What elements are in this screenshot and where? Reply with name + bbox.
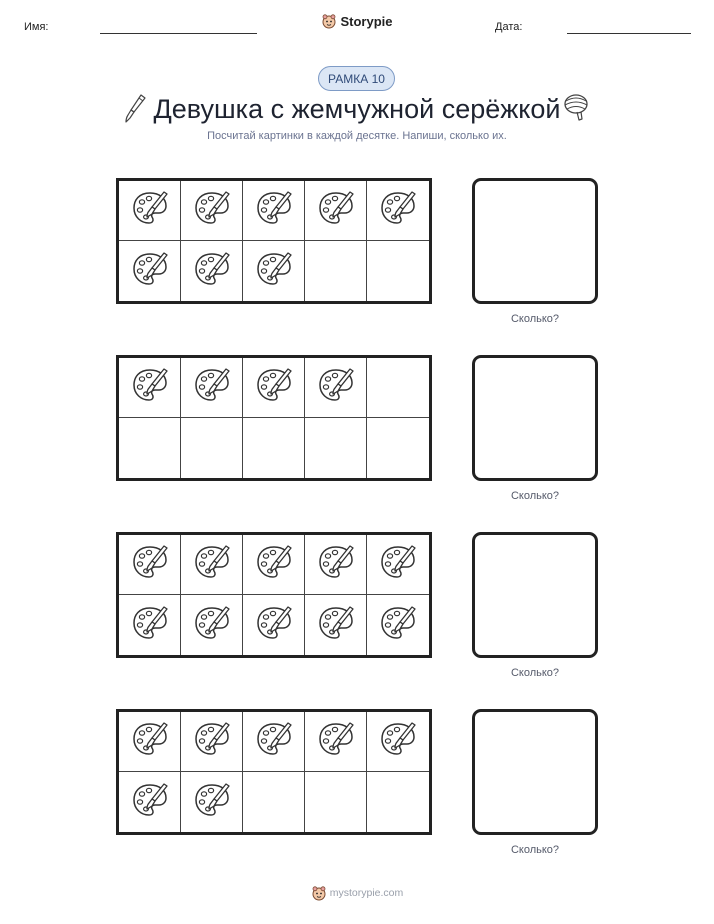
brand-logo (0, 13, 714, 29)
count-question-label: Сколько? (510, 490, 560, 502)
palette-icon (316, 188, 356, 233)
ten-frame-cell (367, 358, 429, 418)
ten-frame-cell (305, 595, 367, 655)
ten-frame-cell (119, 181, 181, 241)
answer-box[interactable] (472, 178, 598, 304)
ten-frame-cell (243, 181, 305, 241)
palette-icon (130, 603, 170, 648)
ten-frame-cell (181, 241, 243, 301)
ten-frame-cell (305, 418, 367, 478)
ten-frame (116, 178, 432, 304)
ten-frame-cell (367, 241, 429, 301)
ten-frame-cell (119, 418, 181, 478)
palette-icon (130, 188, 170, 233)
count-question-label: Сколько? (510, 844, 560, 856)
date-field-line[interactable] (567, 33, 691, 34)
ten-frame-cell (181, 358, 243, 418)
ten-frame-cell (243, 595, 305, 655)
instructions: Посчитай картинки в каждой десятке. Напиши, сколько их. (207, 130, 507, 142)
date-label: Дата: (495, 21, 523, 33)
palette-icon (378, 542, 418, 587)
palette-icon (192, 542, 232, 587)
answer-box[interactable] (472, 709, 598, 835)
ten-frame-cell (305, 772, 367, 832)
name-label: Имя: (24, 21, 49, 33)
palette-icon (130, 719, 170, 764)
palette-icon (192, 719, 232, 764)
ten-frame (116, 709, 432, 835)
ten-frame-cell (305, 241, 367, 301)
palette-icon (192, 249, 232, 294)
palette-icon (254, 249, 294, 294)
ten-frame-cell (305, 712, 367, 772)
palette-icon (254, 719, 294, 764)
storypie-mascot-icon (321, 13, 337, 29)
ten-frame-cell (305, 535, 367, 595)
ten-frame-cell (243, 535, 305, 595)
ten-frame-cell (243, 241, 305, 301)
footer (0, 885, 714, 901)
palette-icon (316, 603, 356, 648)
ten-frame-cell (181, 181, 243, 241)
ten-frame-cell (119, 358, 181, 418)
answer-box[interactable] (472, 532, 598, 658)
ten-frame-cell (181, 772, 243, 832)
ten-frame-cell (367, 535, 429, 595)
ten-frame-cell (367, 595, 429, 655)
ten-frame-cell (367, 772, 429, 832)
palette-icon (192, 780, 232, 825)
ten-frame-cell (181, 712, 243, 772)
ten-frame-cell (181, 418, 243, 478)
ten-frame-cell (119, 712, 181, 772)
palette-icon (316, 365, 356, 410)
ten-frame-cell (367, 418, 429, 478)
palette-icon (254, 365, 294, 410)
ten-frame-cell (119, 595, 181, 655)
ten-frame-cell (181, 595, 243, 655)
palette-icon (378, 603, 418, 648)
ten-frame-cell (367, 712, 429, 772)
ten-frame-cell (119, 535, 181, 595)
ten-frame (116, 532, 432, 658)
name-field-line[interactable] (100, 33, 257, 34)
palette-icon (192, 188, 232, 233)
palette-icon (316, 542, 356, 587)
palette-icon (378, 188, 418, 233)
palette-icon (378, 719, 418, 764)
ten-frame (116, 355, 432, 481)
ten-frame-cell (119, 772, 181, 832)
palette-icon (192, 603, 232, 648)
palette-icon (130, 249, 170, 294)
page-title: Девушка с жемчужной серёжкой (153, 94, 561, 124)
answer-box[interactable] (472, 355, 598, 481)
ten-frame-cell (243, 772, 305, 832)
brand-name: Storypie (340, 13, 393, 29)
ten-frame-cell (119, 241, 181, 301)
ten-frame-cell (305, 358, 367, 418)
ten-frame-cell (305, 181, 367, 241)
ten-frame-cell (181, 535, 243, 595)
storypie-mascot-icon (311, 885, 327, 901)
palette-icon (192, 365, 232, 410)
palette-icon (130, 365, 170, 410)
ten-frame-cell (243, 418, 305, 478)
count-question-label: Сколько? (510, 667, 560, 679)
palette-icon (316, 719, 356, 764)
footer-url[interactable]: mystorypie.com (329, 887, 404, 899)
palette-icon (254, 188, 294, 233)
turban-icon (560, 91, 592, 123)
palette-icon (130, 780, 170, 825)
count-question-label: Сколько? (510, 313, 560, 325)
ten-frame-cell (243, 712, 305, 772)
ten-frame-cell (367, 181, 429, 241)
palette-icon (130, 542, 170, 587)
ten-frame-cell (243, 358, 305, 418)
frame-badge: РАМКА 10 (318, 66, 395, 91)
palette-icon (254, 603, 294, 648)
palette-icon (254, 542, 294, 587)
